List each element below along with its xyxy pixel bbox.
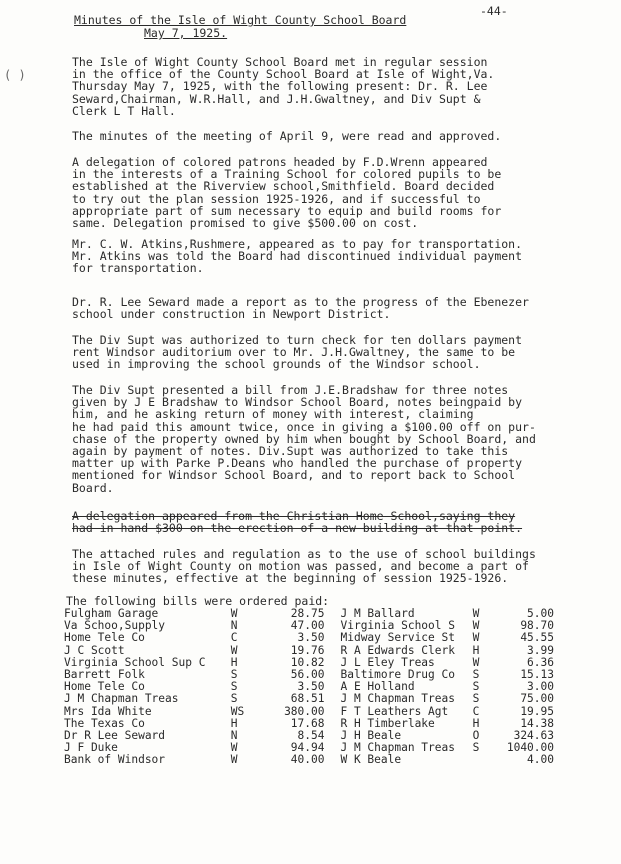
text-line: Seward,Chairman, W.R.Hall, and J.H.Gwaltney, and Div Supt &	[72, 91, 481, 106]
bill-payee: Home Tele Co	[64, 631, 145, 645]
struck-text-line: A delegation appeared from the Christian Home School,saying they	[72, 509, 516, 523]
text-line: Mr. C. W. Atkins,Rushmere, appeared as to pay for transportation.	[72, 237, 523, 251]
bill-fund: H	[472, 643, 480, 657]
text-line: appropriate part of sum necessary to equip and build rooms for	[72, 203, 502, 218]
bill-fund: W	[230, 753, 238, 767]
bill-payee: Virginia School S	[340, 619, 455, 633]
text-line: for transportation.	[72, 261, 204, 276]
bill-amount: 94.94	[290, 741, 325, 755]
paragraph-windsor-rent	[72, 334, 572, 371]
bill-row	[64, 754, 554, 766]
bill-fund: N	[230, 729, 238, 743]
text-line: used in improving the school grounds of the Windsor school.	[72, 357, 481, 372]
struck-text-line: had in hand $300 on the erection of a new building at that point.	[72, 521, 523, 536]
bill-amount: 324.63	[513, 729, 554, 743]
bill-fund: S	[472, 680, 480, 694]
bill-fund: C	[472, 704, 480, 718]
bill-fund: S	[230, 668, 238, 682]
bill-amount: 40.00	[290, 753, 325, 767]
text-line: The Div Supt was authorized to turn check for ten dollars payment	[72, 333, 523, 347]
bill-amount: 56.00	[290, 668, 325, 682]
margin-mark: ( )	[4, 68, 26, 82]
text-line: The Isle of Wight County School Board met in regular session	[72, 55, 488, 69]
minutes-heading	[74, 14, 406, 40]
text-line: in the office of the County School Board at Isle of Wight,Va.	[72, 67, 495, 82]
text-line: again by payment of notes. Div.Supt was authorized to take this	[72, 444, 509, 459]
page-number: -44-	[480, 4, 508, 18]
text-line: him, and he asking return of money with interest, claiming	[72, 407, 474, 422]
bill-amount: 6.36	[527, 655, 554, 669]
bill-amount: 380.00	[284, 704, 325, 718]
text-line: rent Windsor auditorium over to Mr. J.H.Gwaltney, the same to be	[72, 345, 516, 360]
bill-payee: Barrett Folk	[64, 668, 145, 682]
bill-payee: A E Holland	[340, 680, 415, 694]
paragraph-christian-home-struck	[72, 510, 572, 534]
bill-payee: J F Duke	[64, 741, 118, 755]
bill-fund: S	[472, 692, 480, 706]
bill-payee: F T Leathers Agt	[340, 704, 449, 718]
bill-amount: 8.54	[297, 729, 325, 743]
bill-payee: Dr R Lee Seward	[64, 729, 166, 743]
text-line: in the interests of a Training School for colored pupils to be	[72, 167, 502, 182]
bill-row	[64, 645, 554, 657]
paragraph-rules	[72, 548, 572, 585]
bill-payee: J M Chapman Treas	[340, 692, 455, 706]
bill-amount: 47.00	[290, 619, 325, 633]
bill-fund: W	[230, 643, 238, 657]
text-line: chase of the property owned by him when bought by School Board, and	[72, 431, 536, 446]
bill-fund: S	[230, 692, 238, 706]
bill-fund: H	[230, 716, 238, 730]
bills-heading: The following bills were ordered paid:	[66, 594, 330, 608]
text-line: to try out the plan session 1925-1926, and if successful to	[72, 191, 481, 206]
bill-amount: 3.50	[297, 680, 325, 694]
text-line: established at the Riverview school,Smithfield. Board decided	[72, 179, 495, 194]
text-line: Dr. R. Lee Seward made a report as to the progress of the Ebenezer	[72, 295, 529, 309]
text-line: same. Delegation promised to give $500.00 on cost.	[72, 216, 419, 231]
bill-payee: W K Beale	[340, 753, 402, 767]
bill-amount: 19.95	[520, 704, 554, 718]
bill-payee: R H Timberlake	[340, 716, 435, 730]
bill-fund: W	[472, 607, 480, 620]
text-line: Board.	[72, 480, 114, 495]
bill-payee: J M Chapman Treas	[340, 741, 455, 755]
bill-amount: 3.99	[527, 643, 554, 657]
bill-fund: H	[472, 716, 480, 730]
bill-payee: Home Tele Co	[64, 680, 145, 694]
text-line: The attached rules and regulation as to the use of school buildings	[72, 547, 536, 561]
text-line: Thursday May 7, 1925, with the following present: Dr. R. Lee	[72, 79, 488, 94]
paragraph-bradshaw	[72, 384, 572, 494]
text-line: he had paid this amount twice, once in giving a $100.00 off on pur-	[72, 419, 536, 434]
text-line: A delegation of colored patrons headed by F.D.Wrenn appeared	[72, 155, 488, 169]
bill-payee: Va Schoo,Supply	[64, 619, 166, 633]
paragraph-attendance	[72, 56, 572, 117]
paragraph-transportation	[72, 238, 572, 275]
bill-amount: 68.51	[290, 692, 325, 706]
bill-fund: W	[230, 741, 238, 755]
bill-payee: Midway Service St	[340, 631, 455, 645]
bill-amount: 19.76	[290, 643, 325, 657]
text-line: The Div Supt presented a bill from J.E.Bradshaw for three notes	[72, 383, 509, 397]
bill-amount: 28.75	[290, 607, 325, 620]
bill-amount: 3.50	[297, 631, 325, 645]
heading-date: May 7, 1925.	[144, 26, 228, 40]
bill-fund	[473, 754, 493, 766]
bill-fund: W	[472, 619, 480, 633]
bills-table	[64, 608, 554, 767]
bill-fund: S	[472, 741, 480, 755]
bill-row	[64, 693, 554, 705]
bill-payee: The Texas Co	[64, 716, 145, 730]
bill-amount: 1040.00	[506, 741, 554, 755]
bill-payee: Mrs Ida White	[64, 704, 152, 718]
bill-amount: 5.00	[527, 607, 554, 620]
bill-fund: C	[230, 631, 238, 645]
bill-payee: Baltimore Drug Co	[340, 668, 455, 682]
text-line: mentioned for Windsor School Board, and to report back to School	[72, 468, 516, 483]
paragraph-training-school	[72, 156, 572, 229]
bill-payee: Fulgham Garage	[64, 607, 159, 620]
bill-amount: 98.70	[520, 619, 554, 633]
paragraph-ebenezer	[72, 296, 572, 320]
bill-payee: J M Ballard	[340, 607, 415, 620]
text-line: Clerk L T Hall.	[72, 103, 176, 118]
heading-title: Minutes of the Isle of Wight County School Board	[74, 13, 407, 27]
bill-amount: 14.38	[520, 716, 554, 730]
bill-fund: W	[472, 631, 480, 645]
bill-amount: 17.68	[290, 716, 325, 730]
bill-amount: 4.00	[527, 753, 554, 767]
bill-payee: J L Eley Treas	[340, 655, 435, 669]
bill-amount: 15.13	[520, 668, 554, 682]
bill-fund: W	[230, 607, 238, 620]
paragraph-minutes-approved	[72, 130, 572, 142]
text-line: The minutes of the meeting of April 9, were read and approved.	[72, 129, 502, 143]
bill-payee: J H Beale	[340, 729, 402, 743]
bill-row	[64, 632, 554, 644]
text-line: matter up with Parke P.Deans who handled the purchase of property	[72, 456, 523, 471]
bill-fund: N	[230, 619, 238, 633]
bill-row	[64, 706, 554, 718]
bill-amount: 75.00	[520, 692, 554, 706]
bill-fund: O	[472, 729, 480, 743]
bill-payee: Virginia School Sup C	[64, 655, 206, 669]
text-line: given by J E Bradshaw to Windsor School Board, notes beingpaid by	[72, 395, 523, 410]
bill-payee: J M Chapman Treas	[64, 692, 179, 706]
bill-amount: 10.82	[290, 655, 325, 669]
bill-payee: J C Scott	[64, 643, 125, 657]
bill-payee: Bank of Windsor	[64, 753, 166, 767]
bill-fund: WS	[230, 704, 245, 718]
bill-amount: 3.00	[527, 680, 554, 694]
bill-payee: R A Edwards Clerk	[340, 643, 455, 657]
bill-fund: H	[230, 655, 238, 669]
bill-fund: W	[472, 655, 480, 669]
bill-fund: S	[230, 680, 238, 694]
bill-amount: 45.55	[520, 631, 554, 645]
text-line: school under construction in Newport District.	[72, 307, 391, 322]
text-line: in Isle of Wight County on motion was passed, and become a part of	[72, 559, 529, 574]
text-line: these minutes, effective at the beginning of session 1925-1926.	[72, 571, 509, 586]
text-line: Mr. Atkins was told the Board had discontinued individual payment	[72, 249, 523, 264]
bill-fund: S	[472, 668, 480, 682]
